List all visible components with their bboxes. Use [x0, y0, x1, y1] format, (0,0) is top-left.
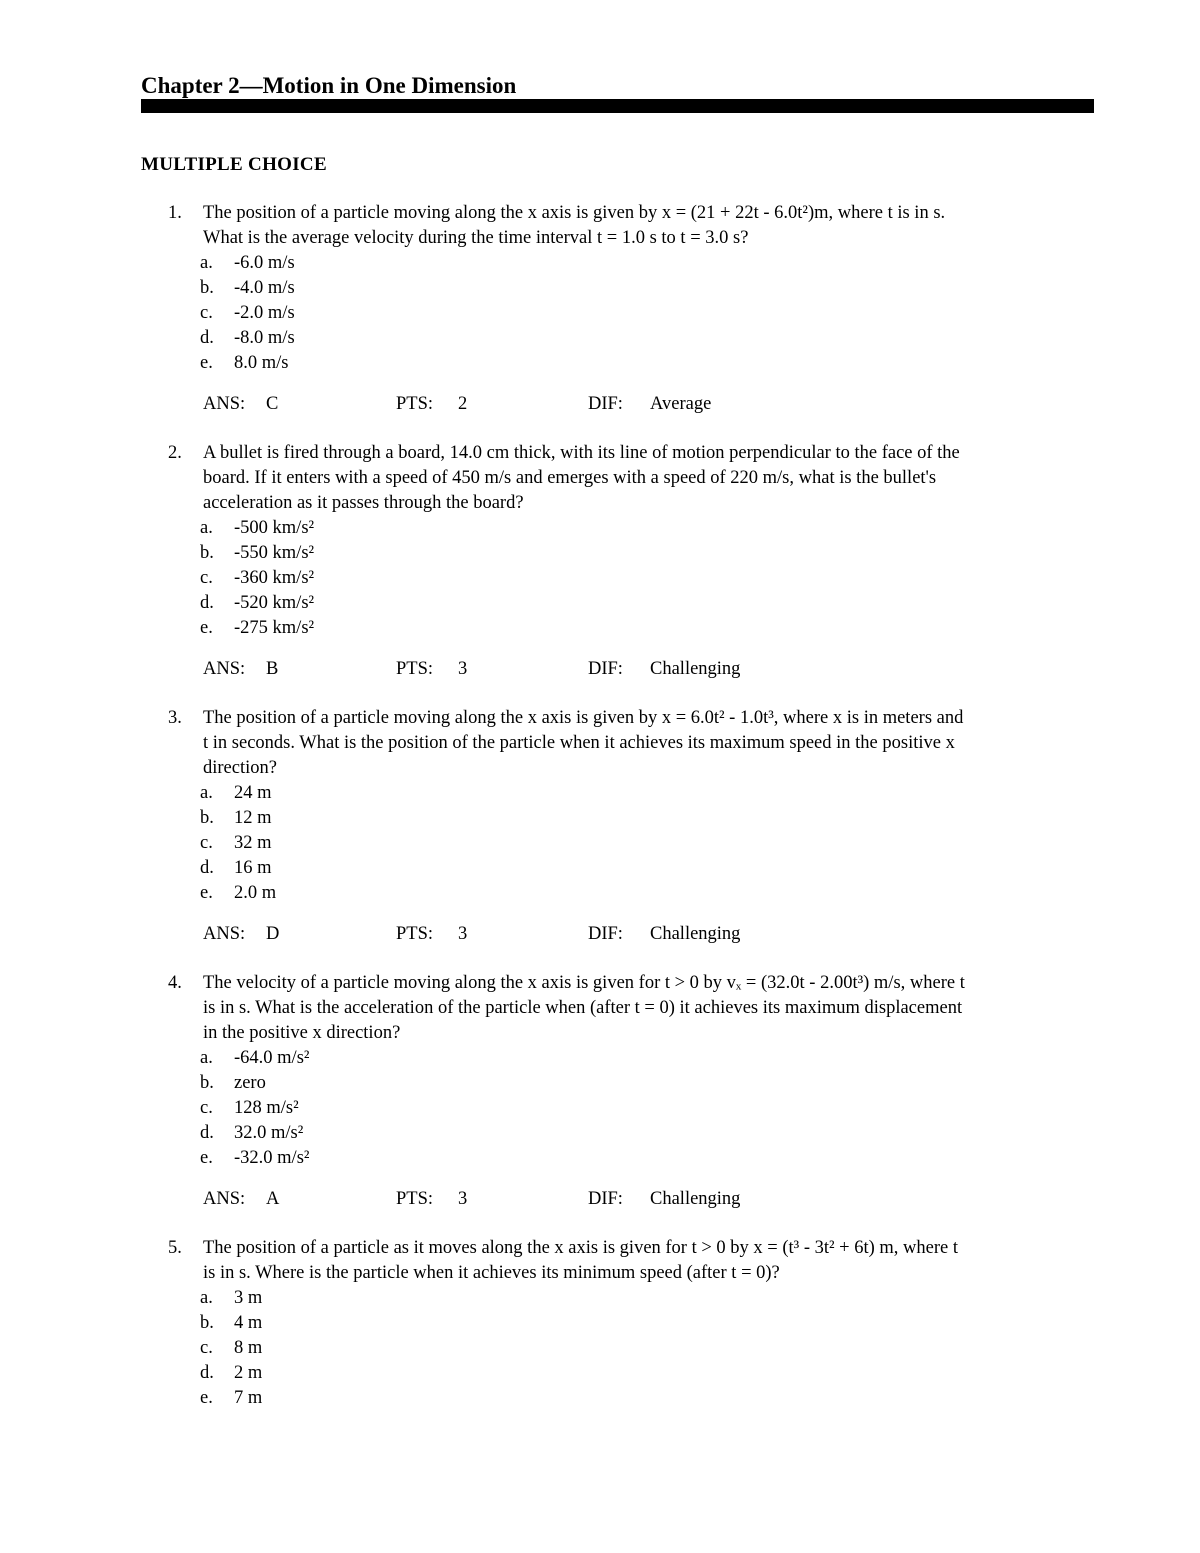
- option-text: 8.0 m/s: [234, 353, 289, 373]
- ans-value: C: [266, 394, 279, 414]
- pts-value: 3: [458, 924, 468, 944]
- option-d: [0, 1361, 1200, 1386]
- option-list: [0, 516, 1200, 641]
- option-list: [0, 1046, 1200, 1171]
- option-letter: b.: [200, 1073, 214, 1093]
- option-text: 8 m: [234, 1338, 263, 1358]
- option-text: zero: [234, 1073, 266, 1093]
- question-line: in the positive x direction?: [203, 1023, 401, 1043]
- option-letter: a.: [200, 253, 213, 273]
- option-letter: b.: [200, 278, 214, 298]
- chapter-title: Chapter 2—Motion in One Dimension: [141, 73, 517, 98]
- option-letter: b.: [200, 808, 214, 828]
- option-text: 3 m: [234, 1288, 263, 1308]
- option-text: 7 m: [234, 1388, 263, 1408]
- option-text: -500 km/s²: [234, 518, 315, 538]
- option-letter: d.: [200, 858, 214, 878]
- option-letter: a.: [200, 1048, 213, 1068]
- option-e: [0, 616, 1200, 641]
- question-text: [203, 441, 1093, 516]
- answer-row: [0, 657, 1200, 682]
- option-letter: a.: [200, 783, 213, 803]
- question-number: 3.: [168, 708, 182, 728]
- option-letter: a.: [200, 518, 213, 538]
- option-letter: c.: [200, 303, 213, 323]
- option-b: [0, 1311, 1200, 1336]
- option-text: 12 m: [234, 808, 272, 828]
- option-text: -550 km/s²: [234, 543, 315, 563]
- option-text: 128 m/s²: [234, 1098, 299, 1118]
- question-line: board. If it enters with a speed of 450 m/s and emerges with a speed of 220 m/s, what is the bullet's: [203, 468, 937, 488]
- section-heading: MULTIPLE CHOICE: [141, 154, 327, 175]
- option-a: [0, 516, 1200, 541]
- pts-label: PTS:: [396, 394, 434, 414]
- option-e: [0, 1386, 1200, 1411]
- pts-label: PTS:: [396, 1189, 434, 1209]
- ans-value: A: [266, 1189, 280, 1209]
- dif-value: Average: [650, 394, 712, 414]
- question-line: A bullet is fired through a board, 14.0 cm thick, with its line of motion perpendicular to the face of the: [203, 443, 960, 463]
- option-letter: c.: [200, 1338, 213, 1358]
- ans-value: B: [266, 659, 279, 679]
- pts-label: PTS:: [396, 659, 434, 679]
- option-e: [0, 351, 1200, 376]
- option-list: [0, 1286, 1200, 1411]
- question-5: [0, 1236, 1200, 1411]
- option-e: [0, 1146, 1200, 1171]
- option-c: [0, 566, 1200, 591]
- option-letter: e.: [200, 353, 213, 373]
- option-d: [0, 856, 1200, 881]
- pts-value: 3: [458, 1189, 468, 1209]
- dif-value: Challenging: [650, 659, 741, 679]
- option-c: [0, 1336, 1200, 1361]
- ans-label: ANS:: [203, 394, 246, 414]
- option-text: -520 km/s²: [234, 593, 315, 613]
- option-letter: b.: [200, 543, 214, 563]
- question-line: is in s. What is the acceleration of the particle when (after t = 0) it achieves its maximum displacement: [203, 998, 963, 1018]
- option-text: 16 m: [234, 858, 272, 878]
- option-letter: e.: [200, 1388, 213, 1408]
- option-letter: e.: [200, 1148, 213, 1168]
- option-list: [0, 781, 1200, 906]
- question-line: The velocity of a particle moving along the x axis is given for t > 0 by vₓ = (32.0t - 2.00t³) m/s, where t: [203, 973, 965, 993]
- question-line: acceleration as it passes through the board?: [203, 493, 524, 513]
- title-rule: [141, 99, 1094, 113]
- option-text: -6.0 m/s: [234, 253, 295, 273]
- question-list: [0, 201, 1200, 1411]
- question-number: 5.: [168, 1238, 182, 1258]
- option-text: 2.0 m: [234, 883, 277, 903]
- option-text: 32.0 m/s²: [234, 1123, 304, 1143]
- option-a: [0, 781, 1200, 806]
- option-text: 2 m: [234, 1363, 263, 1383]
- question-4: [0, 971, 1200, 1212]
- ans-value: D: [266, 924, 280, 944]
- question-line: The position of a particle as it moves along the x axis is given for t > 0 by x = (t³ - 3t² + 6t) m, where t: [203, 1238, 959, 1258]
- question-text: [203, 971, 1093, 1046]
- option-d: [0, 591, 1200, 616]
- option-d: [0, 1121, 1200, 1146]
- ans-label: ANS:: [203, 924, 246, 944]
- question-line: direction?: [203, 758, 277, 778]
- dif-value: Challenging: [650, 924, 741, 944]
- option-text: 24 m: [234, 783, 272, 803]
- option-b: [0, 541, 1200, 566]
- answer-row: [0, 392, 1200, 417]
- question-line: What is the average velocity during the time interval t = 1.0 s to t = 3.0 s?: [203, 228, 749, 248]
- option-text: -360 km/s²: [234, 568, 315, 588]
- dif-label: DIF:: [588, 394, 623, 414]
- option-text: -2.0 m/s: [234, 303, 295, 323]
- option-e: [0, 881, 1200, 906]
- option-c: [0, 301, 1200, 326]
- question-text: [203, 1236, 1093, 1286]
- option-a: [0, 1286, 1200, 1311]
- question-number: 1.: [168, 203, 182, 223]
- dif-value: Challenging: [650, 1189, 741, 1209]
- option-letter: e.: [200, 883, 213, 903]
- option-letter: d.: [200, 328, 214, 348]
- question-number: 2.: [168, 443, 182, 463]
- option-letter: d.: [200, 593, 214, 613]
- pts-value: 3: [458, 659, 468, 679]
- pts-label: PTS:: [396, 924, 434, 944]
- question-line: The position of a particle moving along the x axis is given by x = 6.0t² - 1.0t³, where x is in meters and: [203, 708, 964, 728]
- option-text: -64.0 m/s²: [234, 1048, 310, 1068]
- option-a: [0, 251, 1200, 276]
- option-b: [0, 1071, 1200, 1096]
- option-c: [0, 1096, 1200, 1121]
- option-letter: e.: [200, 618, 213, 638]
- question-line: The position of a particle moving along the x axis is given by x = (21 + 22t - 6.0t²)m, where t is in s.: [203, 203, 946, 223]
- question-text: [203, 201, 1093, 251]
- option-letter: c.: [200, 1098, 213, 1118]
- answer-row: [0, 1187, 1200, 1212]
- option-letter: c.: [200, 568, 213, 588]
- option-text: 4 m: [234, 1313, 263, 1333]
- option-text: -32.0 m/s²: [234, 1148, 310, 1168]
- ans-label: ANS:: [203, 659, 246, 679]
- question-number: 4.: [168, 973, 182, 993]
- ans-label: ANS:: [203, 1189, 246, 1209]
- question-3: [0, 706, 1200, 947]
- question-line: t in seconds. What is the position of the particle when it achieves its maximum speed in the positive x: [203, 733, 955, 753]
- option-text: -275 km/s²: [234, 618, 315, 638]
- option-list: [0, 251, 1200, 376]
- option-letter: a.: [200, 1288, 213, 1308]
- option-letter: d.: [200, 1123, 214, 1143]
- option-text: -8.0 m/s: [234, 328, 295, 348]
- option-c: [0, 831, 1200, 856]
- option-d: [0, 326, 1200, 351]
- question-line: is in s. Where is the particle when it achieves its minimum speed (after t = 0)?: [203, 1263, 780, 1283]
- dif-label: DIF:: [588, 1189, 623, 1209]
- option-text: -4.0 m/s: [234, 278, 295, 298]
- question-2: [0, 441, 1200, 682]
- answer-row: [0, 922, 1200, 947]
- option-letter: c.: [200, 833, 213, 853]
- option-text: 32 m: [234, 833, 272, 853]
- pts-value: 2: [458, 394, 468, 414]
- question-text: [203, 706, 1093, 781]
- dif-label: DIF:: [588, 659, 623, 679]
- option-b: [0, 806, 1200, 831]
- option-b: [0, 276, 1200, 301]
- option-letter: b.: [200, 1313, 214, 1333]
- question-1: [0, 201, 1200, 417]
- option-letter: d.: [200, 1363, 214, 1383]
- option-a: [0, 1046, 1200, 1071]
- dif-label: DIF:: [588, 924, 623, 944]
